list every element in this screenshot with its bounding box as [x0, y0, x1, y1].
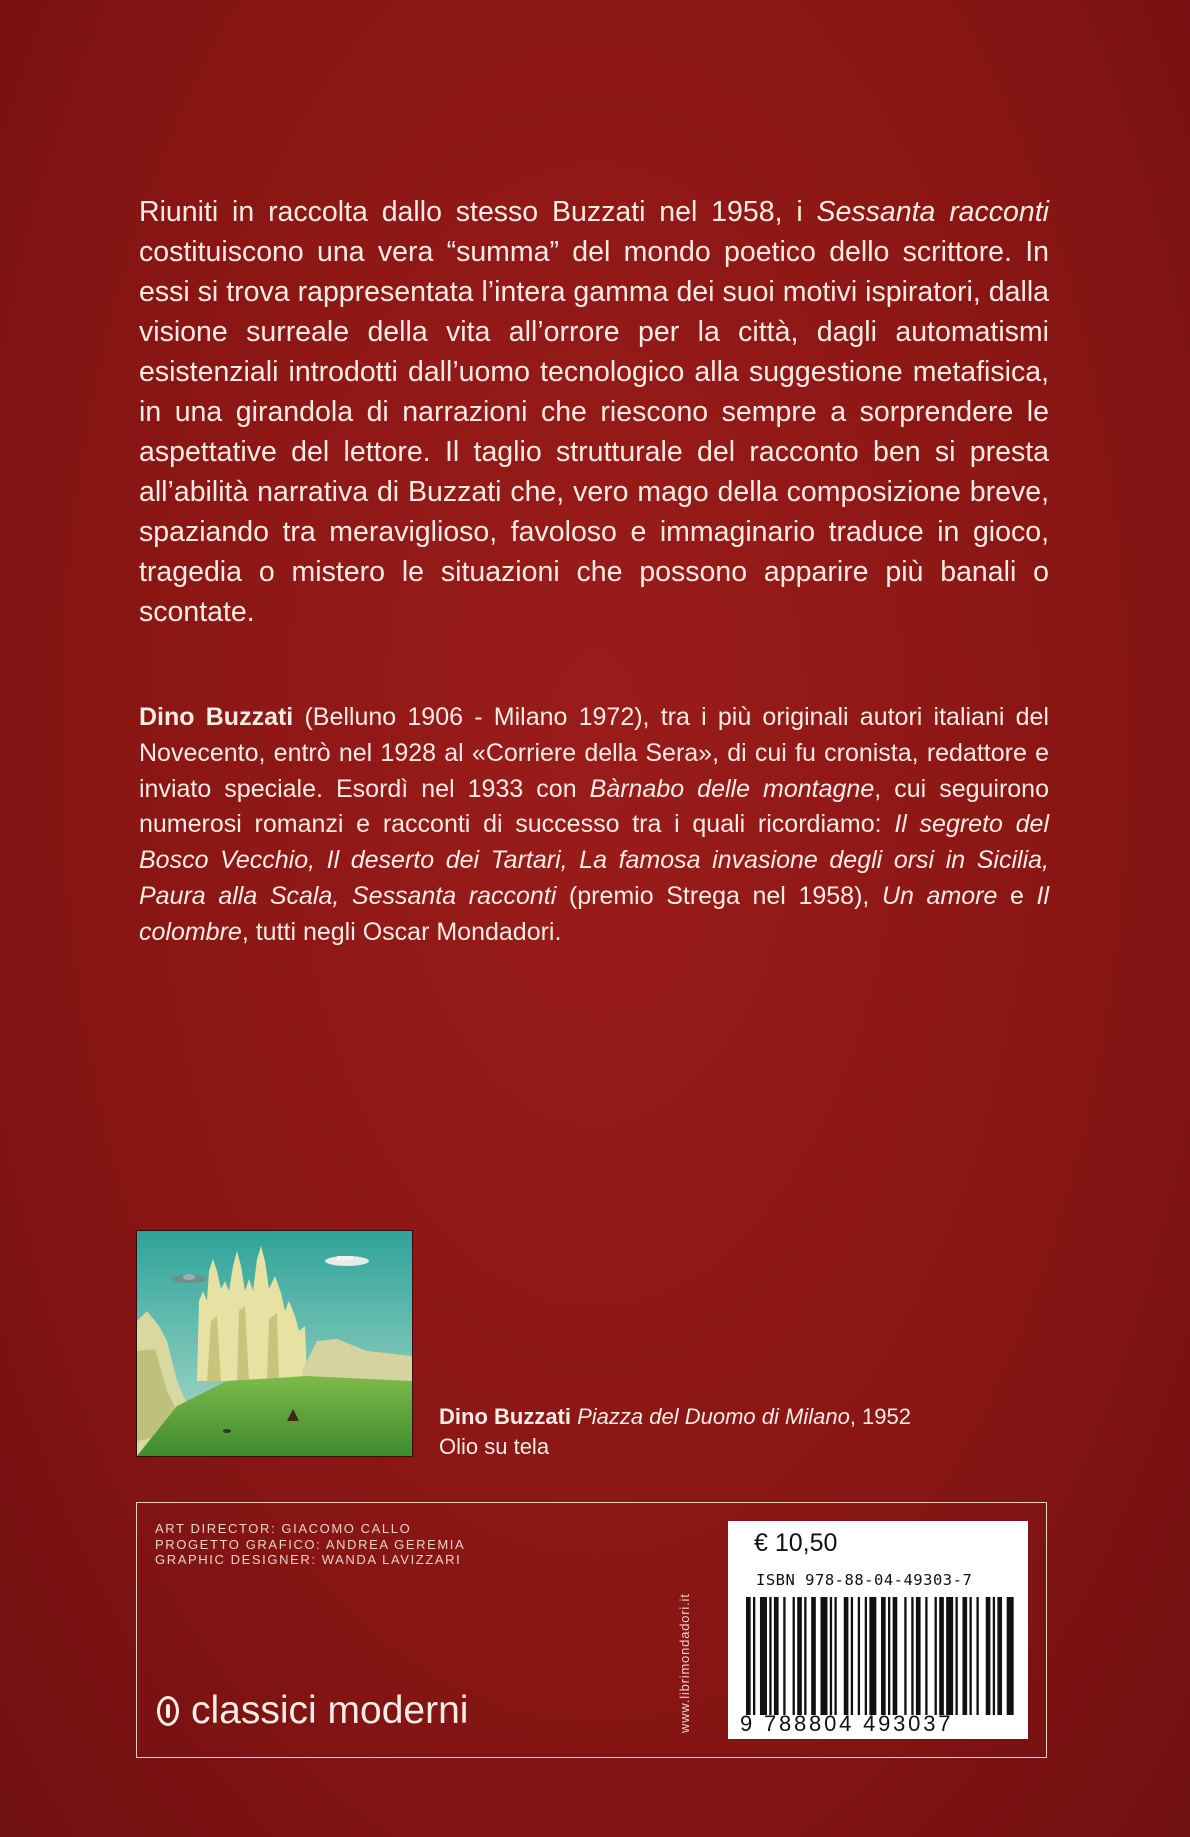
author-name: Dino Buzzati — [139, 703, 294, 731]
barcode-bar — [769, 1597, 771, 1715]
barcode-bar — [888, 1597, 890, 1715]
barcode-bar — [925, 1597, 927, 1715]
barcode-bar — [993, 1597, 995, 1715]
barcode-bar — [911, 1597, 913, 1715]
credits — [155, 1521, 465, 1568]
barcode-bar — [986, 1597, 991, 1715]
barcode-bar — [746, 1597, 751, 1715]
barcode — [746, 1597, 1016, 1715]
barcode-bar — [997, 1597, 1002, 1715]
barcode-bar — [793, 1597, 795, 1715]
barcode-bar — [904, 1597, 906, 1715]
barcode-bar — [753, 1597, 755, 1715]
caption-artist: Dino Buzzati — [439, 1404, 571, 1429]
barcode-bar — [858, 1597, 860, 1715]
isbn: ISBN 978-88-04-49303-7 — [756, 1571, 973, 1589]
mondadori-logo-icon — [157, 1696, 179, 1726]
barcode-bar — [830, 1597, 832, 1715]
caption-medium: Olio su tela — [439, 1434, 550, 1459]
barcode-bar — [893, 1597, 898, 1715]
credit-line: ART DIRECTOR: GIACOMO CALLO — [155, 1521, 412, 1536]
barcode-bar — [820, 1597, 827, 1715]
barcode-bar — [844, 1597, 849, 1715]
blurb-text: Riuniti in raccolta dallo stesso Buzzati nel 1958, i Sessanta racconti costituiscono una vera “summa” del mondo poetico dello scrittore. In essi si trova rappresentata l’intera gamma dei suoi motivi ispiratori, dalla visione surreale della vita all’orrore per la città, dagli automatismi esistenziali introdotti dall’uomo tecnologico alla suggestione metafisica, in una girandola di narrazioni che riescono sempre a sorprendere le aspettative del lettore. Il taglio strutturale del racconto ben si presta all’abilità narrativa di Buzzati che, vero mago della composizione breve, spaziando tra meraviglioso, favoloso e immaginario traduce in gioco, tragedia o mistero le situazioni che possono apparire più banali o scontate. — [139, 196, 1049, 628]
barcode-bar — [881, 1597, 886, 1715]
publisher-url: www.librimondadori.it — [677, 1593, 692, 1733]
barcode-bar — [760, 1597, 767, 1715]
caption-year: , 1952 — [849, 1404, 911, 1429]
barcode-bar — [834, 1597, 836, 1715]
series-brand — [157, 1689, 468, 1733]
cover-painting — [136, 1230, 413, 1457]
barcode-bar — [935, 1597, 937, 1715]
barcode-bar — [955, 1597, 957, 1715]
barcode-bar — [865, 1597, 867, 1715]
painting-caption — [439, 1402, 999, 1462]
barcode-bar — [851, 1597, 853, 1715]
barcode-bar — [939, 1597, 944, 1715]
credit-line: GRAPHIC DESIGNER: WANDA LAVIZZARI — [155, 1552, 462, 1567]
barcode-bar — [976, 1597, 978, 1715]
barcode-bar — [783, 1597, 785, 1715]
series-name: classici moderni — [191, 1689, 469, 1732]
barcode-bar — [1007, 1597, 1014, 1715]
barcode-bar — [946, 1597, 953, 1715]
barcode-bar — [969, 1597, 971, 1715]
price: € 10,50 — [754, 1529, 838, 1557]
caption-title: Piazza del Duomo di Milano — [577, 1404, 850, 1429]
barcode-bar — [869, 1597, 876, 1715]
footer-panel — [136, 1502, 1047, 1758]
credit-line: PROGETTO GRAFICO: ANDREA GEREMIA — [155, 1536, 466, 1552]
barcode-panel — [728, 1521, 1028, 1739]
barcode-bar — [797, 1597, 802, 1715]
barcode-bar — [811, 1597, 816, 1715]
ean-number: 9 788804 493037 — [740, 1711, 954, 1736]
barcode-bar — [962, 1597, 967, 1715]
barcode-bar — [774, 1597, 779, 1715]
barcode-bar — [804, 1597, 806, 1715]
author-bio: Dino Buzzati (Belluno 1906 - Milano 1972), tra i più originali autori italiani del Novecento, entrò nel 1928 al «Corriere della Sera», di cui fu cronista, redattore e inviato speciale. Esordì nel 1933 con Bàrnabo delle montagne, cui seguirono numerosi romanzi e racconti di successo tra i quali ricordiamo: Il segreto del Bosco Vecchio, Il deserto dei Tartari, La famosa invasione degli orsi in Sicilia, Paura alla Scala, Sessanta racconti (premio Strega nel 1958), Un amore e Il colombre, tutti negli Oscar Mondadori. — [139, 703, 1050, 946]
barcode-bar — [916, 1597, 921, 1715]
